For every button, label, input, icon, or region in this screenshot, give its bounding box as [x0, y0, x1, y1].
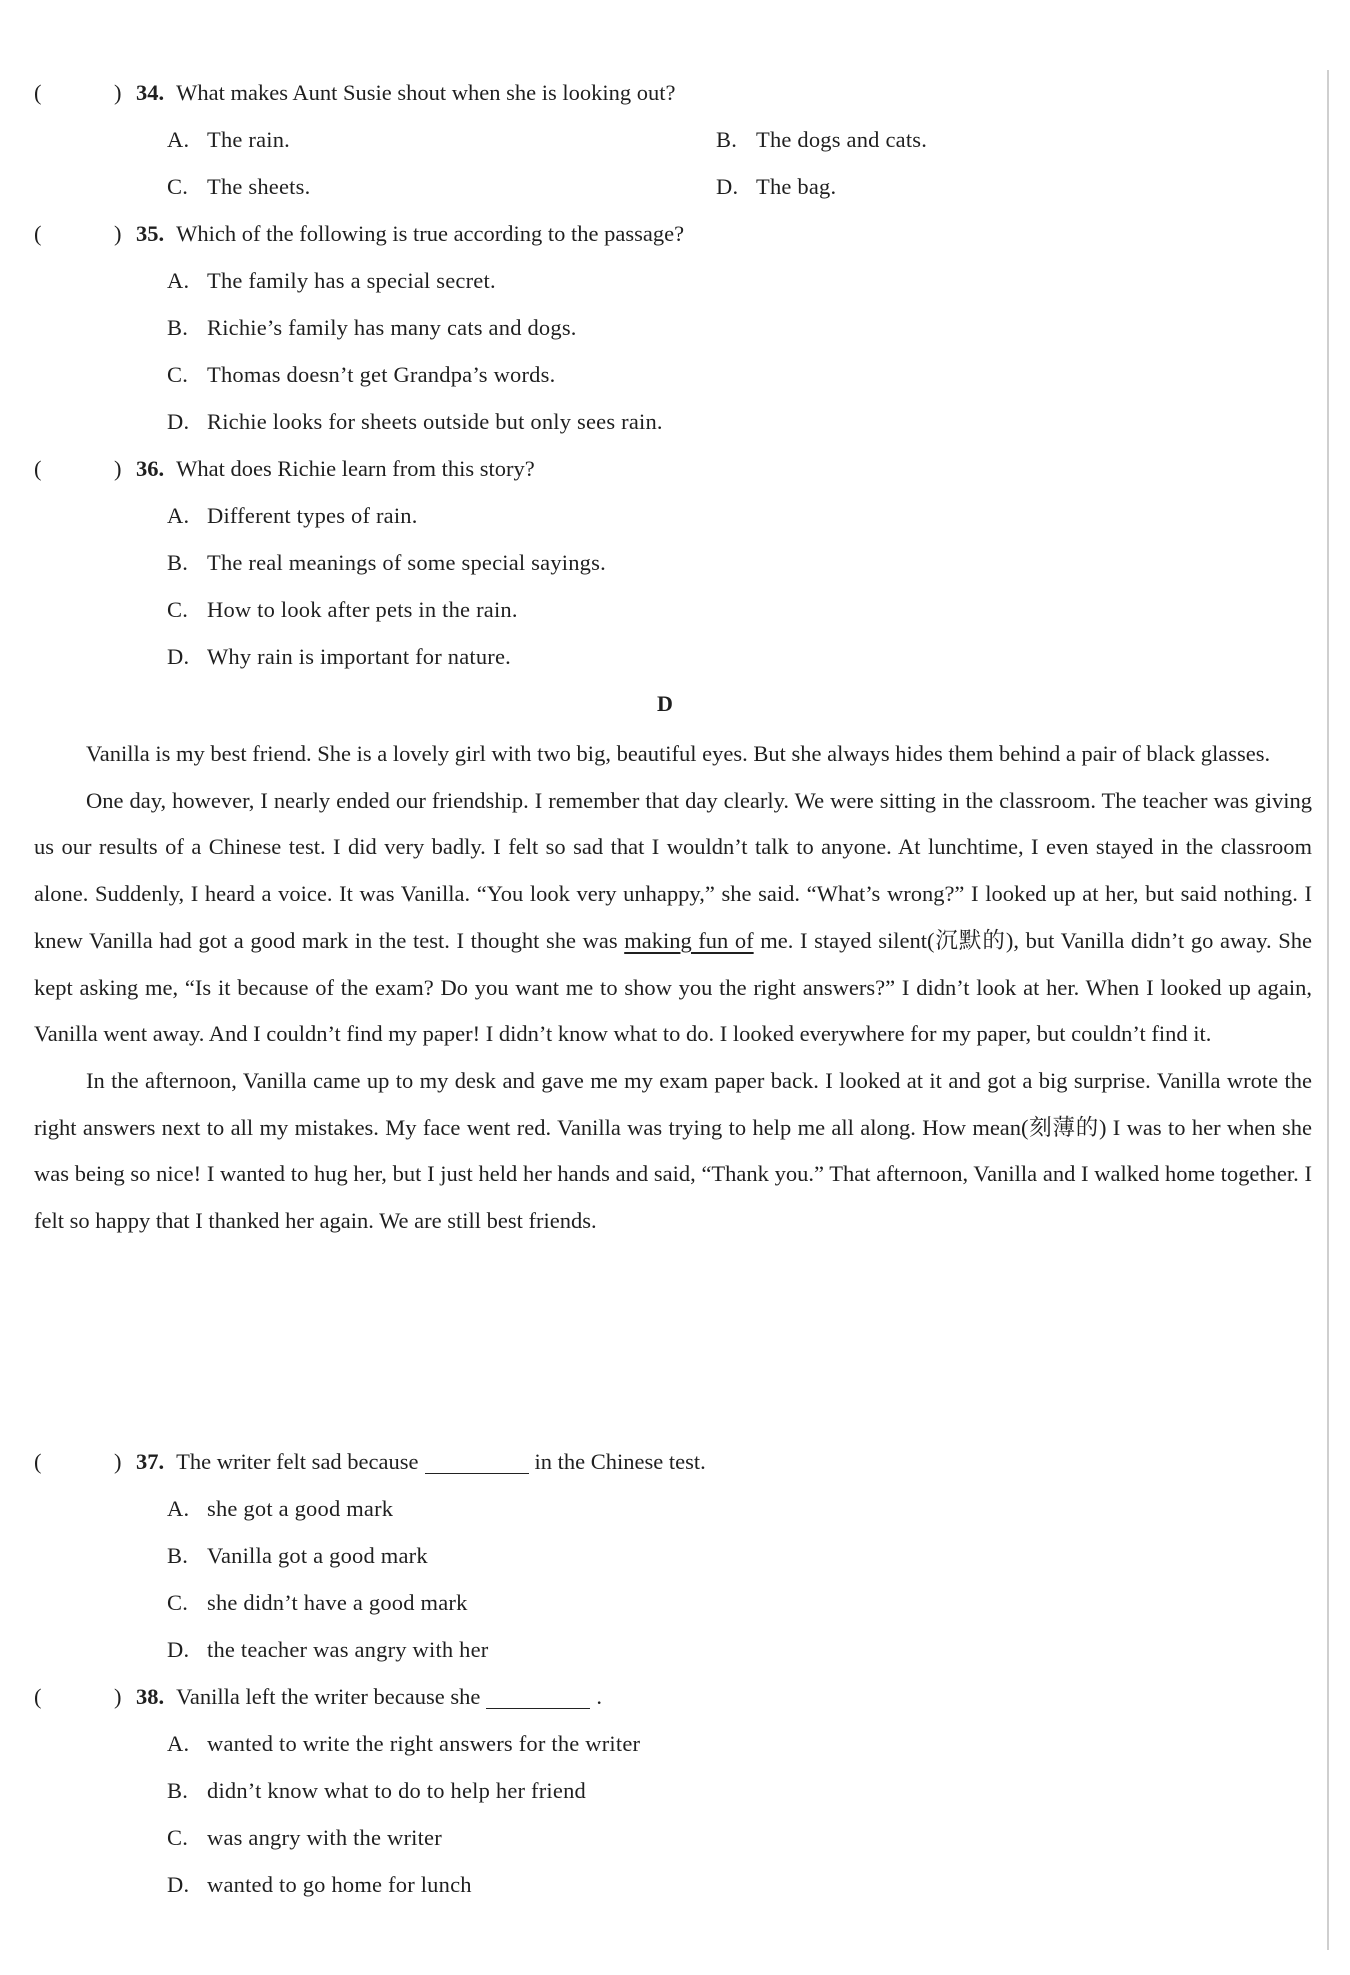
option-34-a[interactable]	[167, 120, 290, 160]
option-text: the teacher was angry with her	[207, 1637, 489, 1662]
option-text: The bag.	[756, 174, 837, 199]
question-number: 35.	[136, 221, 165, 246]
option-36-d[interactable]	[167, 637, 511, 677]
answer-bracket-close: )	[114, 456, 122, 481]
answer-bracket-close: )	[114, 1449, 122, 1474]
question-text-end: in the Chinese test.	[534, 1449, 706, 1474]
option-37-d[interactable]	[167, 1630, 489, 1670]
passage-paragraph-1: Vanilla is my best friend. She is a lovely girl with two big, beautiful eyes. But she always hides them behind a pair of black glasses.	[86, 741, 1271, 766]
option-letter: D.	[167, 1637, 190, 1662]
option-letter: D.	[716, 174, 739, 199]
answer-bracket-close: )	[114, 1684, 122, 1709]
option-letter: B.	[167, 1543, 189, 1568]
option-text: Thomas doesn’t get Grandpa’s words.	[207, 362, 556, 387]
answer-bracket-open[interactable]: (	[34, 1449, 42, 1474]
answer-bracket-open[interactable]: (	[34, 80, 42, 105]
option-36-c[interactable]	[167, 590, 518, 630]
answer-bracket-open[interactable]: (	[34, 221, 42, 246]
option-38-d[interactable]	[167, 1865, 472, 1905]
question-number: 36.	[136, 456, 165, 481]
page-edge-line	[1327, 70, 1329, 1950]
option-text: How to look after pets in the rain.	[207, 597, 518, 622]
question-number: 34.	[136, 80, 165, 105]
option-36-b[interactable]	[167, 543, 606, 583]
question-text-start: Vanilla left the writer because she	[176, 1684, 481, 1709]
option-letter: C.	[167, 1590, 189, 1615]
option-text: The sheets.	[207, 174, 311, 199]
option-text: Different types of rain.	[207, 503, 418, 528]
question-36	[34, 449, 535, 489]
option-letter: A.	[167, 1731, 190, 1756]
option-text: The real meanings of some special sayings.	[207, 550, 606, 575]
option-35-a[interactable]	[167, 261, 496, 301]
option-36-a[interactable]	[167, 496, 418, 536]
question-34	[34, 73, 675, 113]
question-number: 37.	[136, 1449, 165, 1474]
passage-paragraph-3: In the afternoon, Vanilla came up to my desk and gave me my exam paper back. I looked at it and got a big surprise. Vanilla wrote the right answers next to all my mistakes. My face went red. Vanilla was trying to help me all along. How mean(刻薄的) I was to her when she was being so nice! I wanted to hug her, but I just held her hands and said, “Thank you.” That afternoon, Vanilla and I walked home together. I felt so happy that I thanked her again. We are still best friends.	[34, 1067, 1312, 1234]
option-text: didn’t know what to do to help her friend	[207, 1778, 586, 1803]
option-letter: C.	[167, 597, 189, 622]
option-35-c[interactable]	[167, 355, 555, 395]
option-letter: A.	[167, 1496, 190, 1521]
question-text: What makes Aunt Susie shout when she is looking out?	[176, 80, 676, 105]
paragraph-2-text-end: me. I stayed silent(沉默的), but Vanilla didn’t go away. She kept asking me, “Is it because of the exam? Do you want me to show you the right answers?” I didn’t look at her. When I looked up again, Vanilla went away. And I couldn’t find my paper! I didn’t know what to do. I looked everywhere for my paper, but couldn’t find it.	[34, 927, 1312, 1047]
question-38	[34, 1677, 602, 1717]
option-letter: D.	[167, 409, 190, 434]
option-letter: C.	[167, 1825, 189, 1850]
option-text: she didn’t have a good mark	[207, 1590, 468, 1615]
option-letter: D.	[167, 1872, 190, 1897]
answer-blank[interactable]	[425, 1450, 529, 1474]
option-text: Richie looks for sheets outside but only sees rain.	[207, 409, 663, 434]
question-text: Which of the following is true according to the passage?	[176, 221, 685, 246]
option-38-b[interactable]	[167, 1771, 586, 1811]
passage-paragraph-2	[34, 778, 1312, 1058]
option-letter: B.	[167, 315, 189, 340]
question-text-start: The writer felt sad because	[176, 1449, 419, 1474]
option-text: was angry with the writer	[207, 1825, 442, 1850]
paragraph-2-text-start: One day, however, I nearly ended our friendship. I remember that day clearly. We were sitting in the classroom. The teacher was giving us our results of a Chinese test. I did very badly. I felt so sad that I wouldn’t talk to anyone. At lunchtime, I even stayed in the classroom alone. Suddenly, I heard a voice. It was Vanilla. “You look very unhappy,” she said. “What’s wrong?” I looked up at her, but said nothing. I knew Vanilla had got a good mark in the test. I thought she was	[34, 787, 1312, 953]
option-text: The dogs and cats.	[756, 127, 928, 152]
question-35	[34, 214, 684, 254]
option-text: The family has a special secret.	[207, 268, 496, 293]
option-letter: B.	[167, 1778, 189, 1803]
option-34-c[interactable]	[167, 167, 310, 207]
option-letter: A.	[167, 268, 190, 293]
question-text: What does Richie learn from this story?	[176, 456, 535, 481]
answer-bracket-close: )	[114, 80, 122, 105]
answer-bracket-open[interactable]: (	[34, 456, 42, 481]
option-text: wanted to write the right answers for the writer	[207, 1731, 641, 1756]
passage-d	[34, 731, 1312, 1245]
question-number: 38.	[136, 1684, 165, 1709]
option-text: Richie’s family has many cats and dogs.	[207, 315, 577, 340]
option-text: The rain.	[207, 127, 291, 152]
option-38-a[interactable]	[167, 1724, 640, 1764]
option-35-d[interactable]	[167, 402, 663, 442]
underlined-phrase: making fun of	[624, 927, 754, 953]
option-letter: A.	[167, 503, 190, 528]
option-letter: C.	[167, 174, 189, 199]
question-text-end: .	[596, 1684, 602, 1709]
answer-blank[interactable]	[486, 1685, 590, 1709]
option-34-b[interactable]	[716, 120, 927, 160]
option-34-d[interactable]	[716, 167, 836, 207]
option-37-a[interactable]	[167, 1489, 393, 1529]
answer-bracket-open[interactable]: (	[34, 1684, 42, 1709]
option-text: Vanilla got a good mark	[207, 1543, 428, 1568]
section-heading: D	[657, 691, 673, 716]
option-letter: A.	[167, 127, 190, 152]
option-37-b[interactable]	[167, 1536, 428, 1576]
option-letter: C.	[167, 362, 189, 387]
option-letter: B.	[716, 127, 738, 152]
option-letter: B.	[167, 550, 189, 575]
option-letter: D.	[167, 644, 190, 669]
option-37-c[interactable]	[167, 1583, 468, 1623]
option-35-b[interactable]	[167, 308, 577, 348]
option-38-c[interactable]	[167, 1818, 442, 1858]
answer-bracket-close: )	[114, 221, 122, 246]
option-text: wanted to go home for lunch	[207, 1872, 472, 1897]
option-text: she got a good mark	[207, 1496, 394, 1521]
question-37	[34, 1442, 706, 1482]
option-text: Why rain is important for nature.	[207, 644, 512, 669]
